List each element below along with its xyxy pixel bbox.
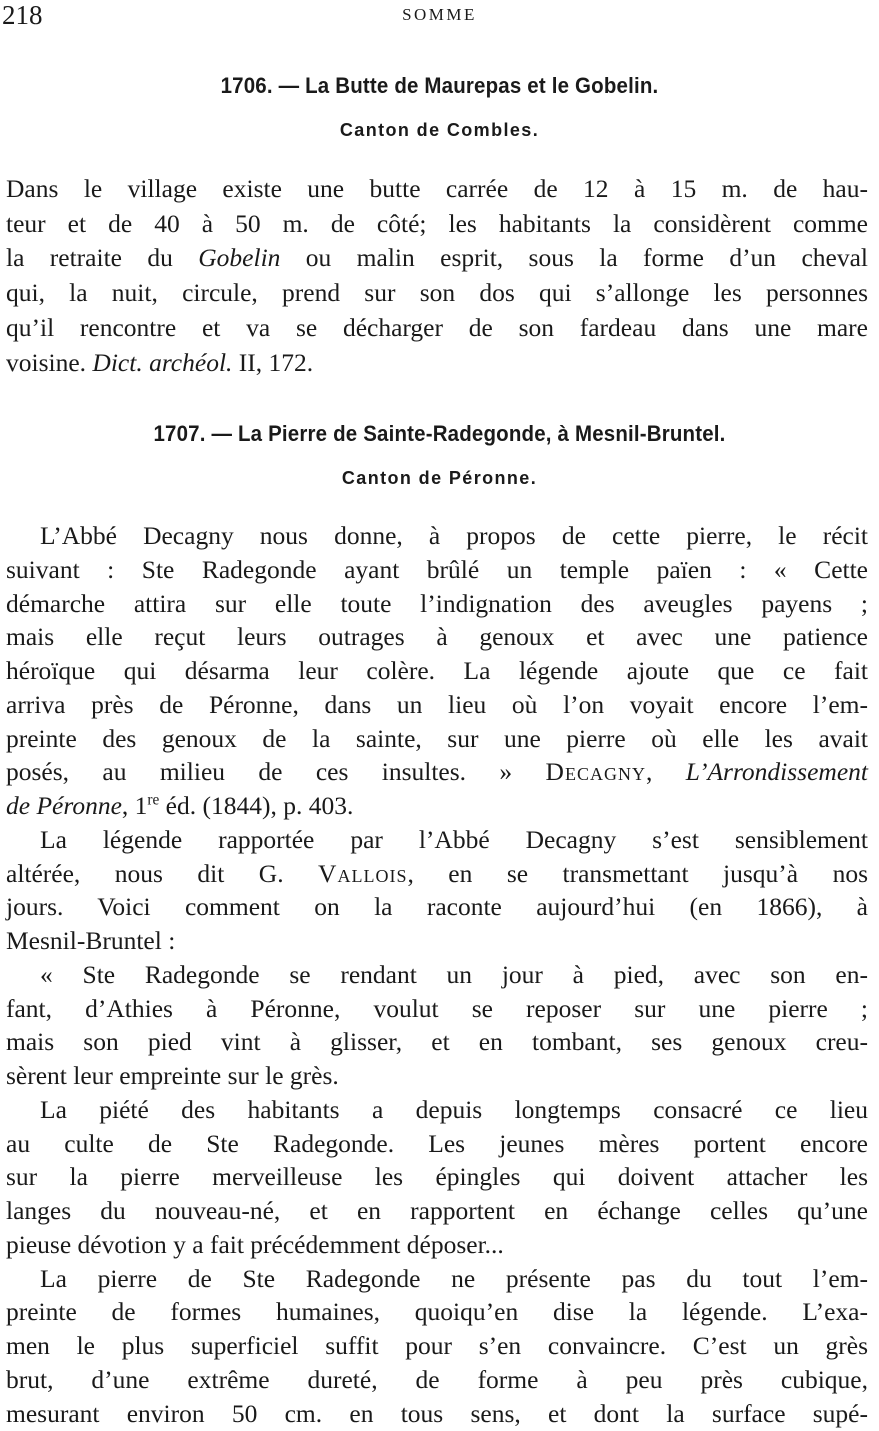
inline-format: re xyxy=(147,791,160,809)
inline-format: Decagny xyxy=(545,757,646,787)
page-number: 218 xyxy=(2,0,43,30)
text-line: qui, la nuit, circule, prend sur son dos qui s’allonge les personnes xyxy=(6,278,868,308)
inline-format: Dict. archéol. xyxy=(92,347,233,377)
text-line: altérée, nous dit G. Vallois, en se transmettant jusqu’à nos xyxy=(6,858,868,888)
text-line: Mesnil-Bruntel : xyxy=(6,926,176,955)
text-line: pieuse dévotion y a fait précédemment déposer... xyxy=(6,1229,504,1259)
text-line: mais elle reçut leurs outrages à genoux et avec une patience xyxy=(6,622,868,652)
inline-format: de Péronne xyxy=(6,791,122,820)
text-line: mesurant environ 50 cm. en tous sens, et dont la surface supé- xyxy=(6,1398,868,1428)
text-line: arriva près de Péronne, dans un lieu où l’on voyait encore l’em- xyxy=(6,689,868,719)
text-line: mais son pied vint à glisser, et en tombant, ses genoux creu- xyxy=(6,1027,868,1057)
text-line: la retraite du Gobelin ou malin esprit, sous la forme d’un cheval xyxy=(6,243,868,273)
text-line: preinte des genoux de la sainte, sur une pierre où elle les avait xyxy=(6,723,868,753)
text-line: « Ste Radegonde se rendant un jour à pied, avec son en- xyxy=(40,959,868,989)
text-line: langes du nouveau-né, et en rapportent en échange celles qu’une xyxy=(6,1196,868,1225)
section-1706-canton: Canton de Combles. xyxy=(339,120,540,140)
text-line: sur la pierre merveilleuse les épingles qui doivent attacher les xyxy=(6,1162,868,1192)
section-1707-canton: Canton de Péronne. xyxy=(341,468,538,488)
text-line: La piété des habitants a depuis longtemps consacré ce lieu xyxy=(40,1094,868,1124)
text-line: démarche attira sur elle toute l’indignation des aveugles payens ; xyxy=(6,588,868,618)
text-line: preinte de formes humaines, quoiqu’en dise la légende. L’exa- xyxy=(6,1297,868,1327)
text-line: au culte de Ste Radegonde. Les jeunes mères portent encore xyxy=(6,1128,868,1158)
text-line: suivant : Ste Radegonde ayant brûlé un temple païen : « Cette xyxy=(6,554,868,584)
text-line: voisine. Dict. archéol. II, 172. xyxy=(6,347,314,377)
text-line: héroïque qui désarma leur colère. La légende ajoute que ce fait xyxy=(6,656,868,685)
section-1706-heading: 1706. — La Butte de Maurepas et le Gobelin. xyxy=(220,73,659,98)
inline-format: L’Arrondissement xyxy=(685,757,868,787)
text-line: men le plus superficiel suffit pour s’en convaincre. C’est un grès xyxy=(6,1331,868,1360)
inline-format: Gobelin xyxy=(198,243,281,273)
text-line: Dans le village existe une butte carrée de 12 à 15 m. de hau- xyxy=(6,174,868,203)
text-line: posés, au milieu de ces insultes. » Decagny, L’Arrondissement xyxy=(6,757,868,787)
text-line: fant, d’Athies à Péronne, voulut se reposer sur une pierre ; xyxy=(6,993,868,1023)
running-head: SOMME xyxy=(402,5,477,24)
text-line: teur et de 40 à 50 m. de côté; les habitants la considèrent comme xyxy=(6,208,868,238)
text-line: brut, d’une extrême dureté, de forme à peu près cubique, xyxy=(6,1364,868,1394)
text-line: La légende rapportée par l’Abbé Decagny s’est sensiblement xyxy=(40,824,868,854)
text-line: jours. Voici comment on la raconte aujourd’hui (en 1866), à xyxy=(6,892,868,922)
inline-format: Vallois xyxy=(318,858,408,888)
text-line: qu’il rencontre et va se décharger de son fardeau dans une mare xyxy=(6,312,868,342)
text-line: sèrent leur empreinte sur le grès. xyxy=(6,1061,339,1090)
section-1707-heading: 1707. — La Pierre de Sainte-Radegonde, à Mesnil-Bruntel. xyxy=(153,421,726,446)
text-line: L’Abbé Decagny nous donne, à propos de cette pierre, le récit xyxy=(40,521,868,550)
text-line: La pierre de Ste Radegonde ne présente pas du tout l’em- xyxy=(40,1263,868,1293)
text-line: de Péronne, 1re éd. (1844), p. 403. xyxy=(6,791,354,820)
